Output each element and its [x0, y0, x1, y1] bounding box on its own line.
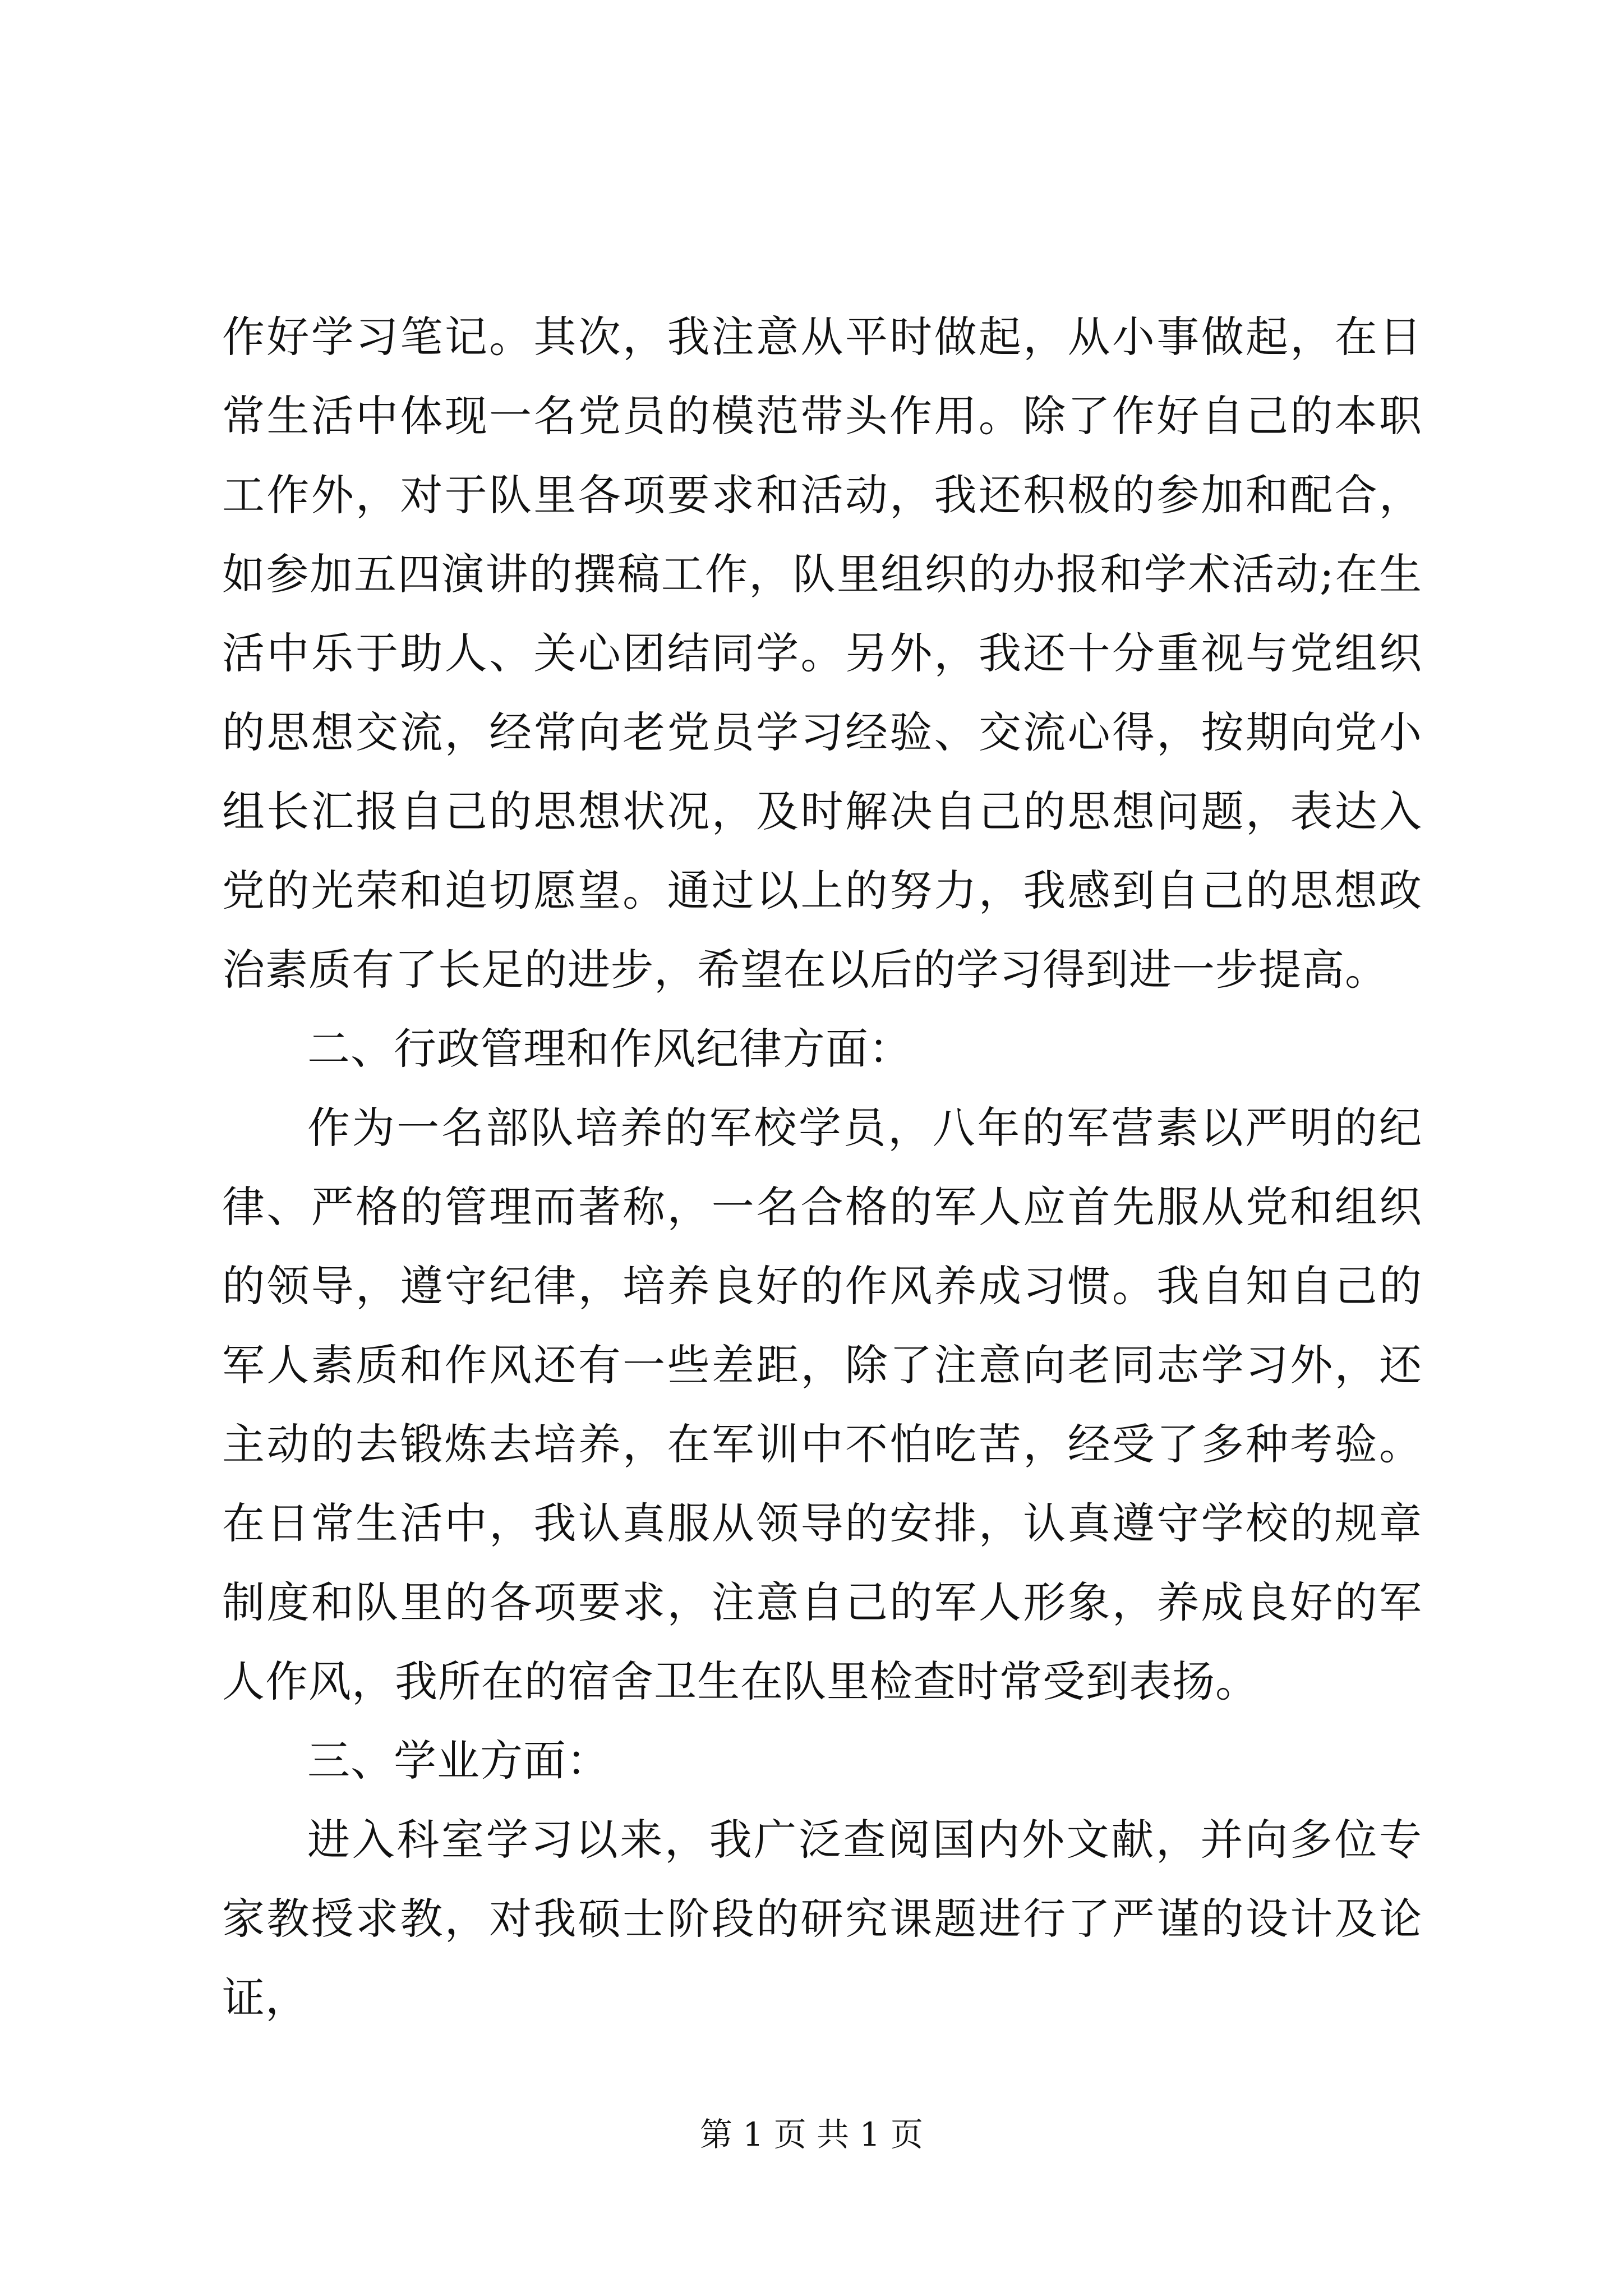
section-heading-academics: 三、学业方面： — [307, 1736, 610, 1786]
page-footer: 第 1 页 共 1 页 — [700, 2115, 923, 2154]
section-heading-administration: 二、行政管理和作风纪律方面： — [307, 1024, 912, 1074]
document-body — [222, 297, 1422, 2037]
paragraph-continuation: 作好学习笔记。其次，我注意从平时做起，从小事做起，在日常生活中体现一名党员的模范带头作用。除了作好自己的本职工作外，对于队里各项要求和活动，我还积极的参加和配合，如参加五四演讲的撰稿工作，队里组织的办报和学术活动;在生活中乐于助人、关心团结同学。另外，我还十分重视与党组织的思想交流，经常向老党员学习经验、交流心得，按期向党小组长汇报自己的思想状况，及时解决自己的思想问题，表达入党的光荣和迫切愿望。通过以上的努力，我感到自己的思想政治素质有了长足的进步，希望在以后的学习得到进一步提高。 — [222, 312, 1422, 995]
paragraph-academics: 进入科室学习以来，我广泛查阅国内外文献，并向多位专家教授求教，对我硕士阶段的研究课题进行了严谨的设计及论证， — [222, 1815, 1422, 2023]
paragraph-administration: 作为一名部队培养的军校学员，八年的军营素以严明的纪律、严格的管理而著称，一名合格的军人应首先服从党和组织的领导，遵守纪律，培养良好的作风养成习惯。我自知自己的军人素质和作风还有一些差距，除了注意向老同志学习外，还主动的去锻炼去培养，在军训中不怕吃苦，经受了多种考验。在日常生活中，我认真服从领导的安排，认真遵守学校的规章制度和队里的各项要求，注意自己的军人形象，养成良好的军人作风，我所在的宿舍卫生在队里检查时常受到表扬。 — [222, 1103, 1422, 1706]
